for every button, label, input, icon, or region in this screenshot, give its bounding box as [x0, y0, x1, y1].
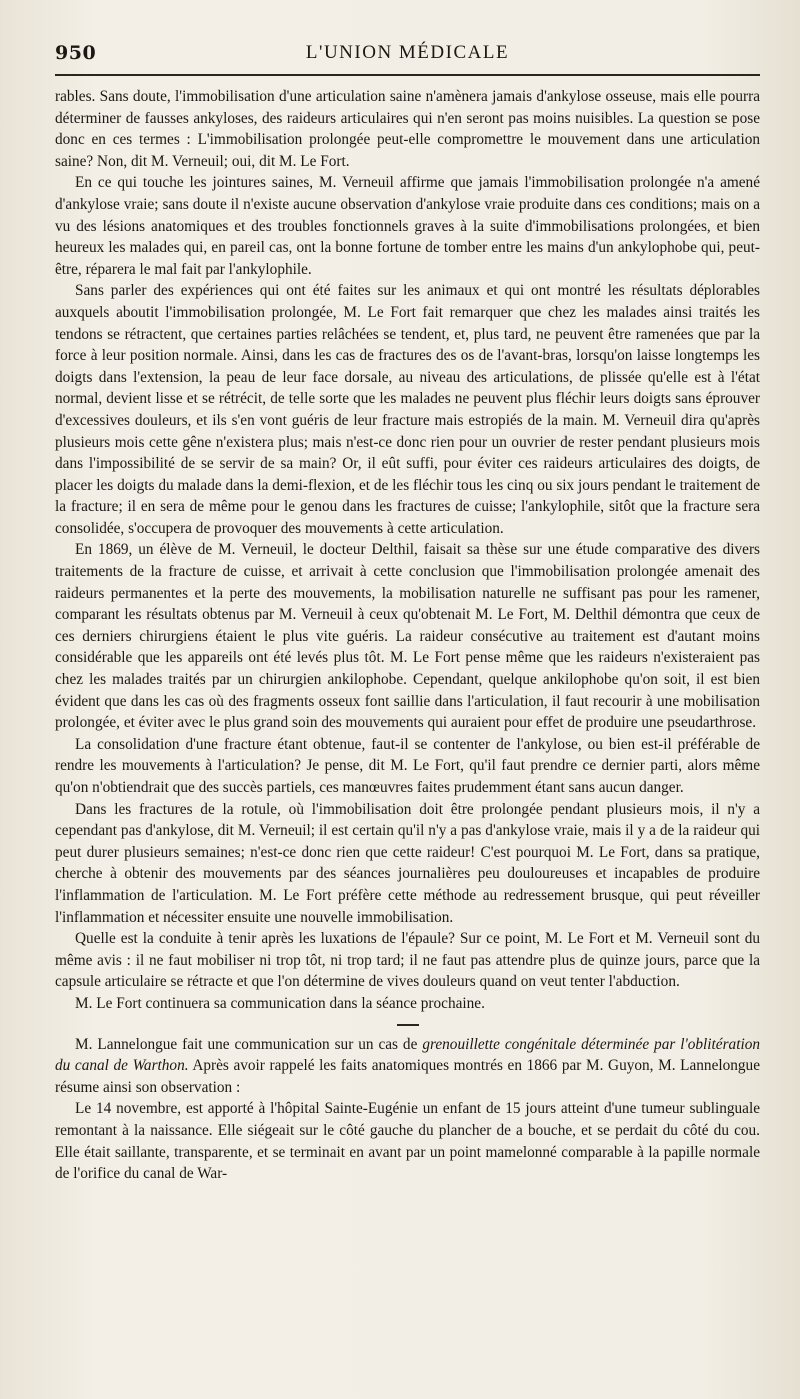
- paragraph-lannelongue: [55, 1034, 760, 1099]
- lannelongue-rest: Après avoir rappelé les faits anatomiques montrés en 1866 par M. Guyon, M. Lannelongue résume ainsi son observation :: [55, 1057, 761, 1096]
- paragraph: rables. Sans doute, l'immobilisation d'une articulation saine n'amènera jamais d'ankylose osseuse, mais elle pourra déterminer de fausses ankyloses, des raideurs articulaires qui n'en seront pas moins nuisibles. La question se pose donc en ces termes : L'immobilisation prolongée peut-elle compromettre le mouvement dans une articulation saine? Non, dit M. Verneuil; oui, dit M. Le Fort.: [55, 88, 760, 170]
- paragraph: M. Le Fort continuera sa communication dans la séance prochaine.: [75, 994, 485, 1012]
- section-separator: [397, 1024, 419, 1026]
- paragraph: En ce qui touche les jointures saines, M. Verneuil affirme que jamais l'immobilisation prolongée n'a amené d'ankylose vraie; sans doute il n'existe aucune observation d'ankylose vraie produite dans ces conditions; mais on a vu des lésions anatomiques et des troubles fonctionnels graves à la suite d'immobilisations prolongées, et bien heureux les malades qui, en pareil cas, ont la bonne fortune de tomber entre les mains d'un ankylophobe qui, peut-être, réparera le mal fait par l'ankylophile.: [55, 174, 760, 278]
- paragraph: La consolidation d'une fracture étant obtenue, faut-il se contenter de l'ankylose, ou bien est-il préférable de rendre les mouvements à l'articulation? Je pense, dit M. Le Fort, qu'il faut prendre ce dernier parti, alors même qu'on n'obtiendrait que des succès partiels, ces manœuvres faites prudemment étant sans aucun danger.: [55, 735, 760, 796]
- article-body: [55, 86, 760, 1185]
- header-rule: [55, 74, 760, 76]
- page-number: 950: [55, 42, 97, 64]
- page-header: [55, 40, 760, 74]
- paragraph: Quelle est la conduite à tenir après les luxations de l'épaule? Sur ce point, M. Le Fort et M. Verneuil sont du même avis : il ne faut mobiliser ni trop tôt, ni trop tard; il ne faut pas attendre plus de quinze jours, parce que la capsule articulaire se rétracte et que l'on détermine de vives douleurs quand on veut tenter l'abduction.: [55, 930, 760, 991]
- lannelongue-title: grenouillette congénitale déterminée par l'oblitération du canal de Warthon.: [55, 1035, 760, 1075]
- lannelongue-intro: M. Lannelongue fait une communication sur un cas de: [75, 1035, 423, 1053]
- paragraph-observation: Le 14 novembre, est apporté à l'hôpital Sainte-Eugénie un enfant de 15 jours atteint d'une tumeur sublinguale remontant à la naissance. Elle siégeait sur le côté gauche du plancher de a bouche, et se perdait du côté du cou. Elle était saillante, transparente, et se terminait en avant par un point mamelonné comparable à la papille normale de l'orifice du canal de War-: [55, 1100, 760, 1183]
- running-title: L'UNION MÉDICALE: [305, 42, 510, 63]
- paragraph: En 1869, un élève de M. Verneuil, le docteur Delthil, faisait sa thèse sur une étude comparative des divers traitements de la fracture de cuisse, et arrivait à cette conclusion que l'immobilisation prolongée amenait des raideurs permanentes et la perte des mouvements, la mobilisation naturelle ne suffisant pas pour les ramener, comparant les résultats obtenus par M. Verneuil à ceux qu'obtenait M. Le Fort, M. Delthil démontra que ceux de ces derniers chirurgiens étaient le plus vite guéris. La raideur consécutive au traitement est d'autant moins considérable que les appareils ont été levés plus tôt. M. Le Fort pense même que les raideurs n'existeraient pas chez les malades traités par un chirurgien ankilophobe. Cependant, quelque ankilophobe qu'on soit, il est bien évident que dans les cas où des fragments osseux font saillie dans l'articulation, il faut recourir à une mobilisation prolongée, et éviter avec le plus grand soin des mouvements qui auraient pour effet de produire une pseudarthrose.: [55, 541, 760, 732]
- paragraph: Dans les fractures de la rotule, où l'immobilisation doit être prolongée pendant plusieurs mois, il n'y a cependant pas d'ankylose, dit M. Verneuil; il est certain qu'il n'y a pas d'ankylose vraie, mais il y a de la raideur qui peut durer plusieurs semaines; n'est-ce donc rien que cette raideur! C'est pourquoi M. Le Fort, dans sa pratique, cherche à obtenir des mouvements par des séances journalières peu douloureuses et incapables de produire l'inflammation de l'articulation. M. Le Fort préfère cette méthode au redressement brusque, qui peut réveiller l'inflammation et nécessiter ensuite une nouvelle immobilisation.: [55, 800, 760, 926]
- paragraph: Sans parler des expériences qui ont été faites sur les animaux et qui ont montré les résultats déplorables auxquels aboutit l'immobilisation prolongée, M. Le Fort fait remarquer que chez les malades ainsi traités les tendons se rétractent, que certaines parties relâchées se tendent, et, plus tard, ne peuvent être ramenées que par la force à leur position normale. Ainsi, dans les cas de fractures des os de l'avant-bras, lorsqu'on laisse longtemps les doigts dans l'extension, la peau de leur face dorsale, au niveau des articulations, de plissée qu'elle est à l'état normal, devient lisse et se rétrécit, de telle sorte que les malades ne peuvent plus fléchir leurs doigts sans éprouver d'excessives douleurs, et ils s'en vont guéris de leur fracture mais estropiés de la main. M. Verneuil dira qu'après plusieurs mois cette gêne n'existera plus; mais n'est-ce donc rien pour un ouvrier de rester pendant plusieurs mois dans l'impossibilité de se servir de sa main? Or, il eût suffi, pour éviter ces raideurs articulaires des doigts, de placer les doigts du malade dans la demi-flexion, et de les fléchir tous les cinq ou six jours pendant le traitement de la fracture; il en sera de même pour le genou dans les fractures de cuisse; l'ankylophile, sitôt que la fracture sera consolidée, s'occupera de provoquer des mouvements à cette articulation.: [55, 282, 760, 537]
